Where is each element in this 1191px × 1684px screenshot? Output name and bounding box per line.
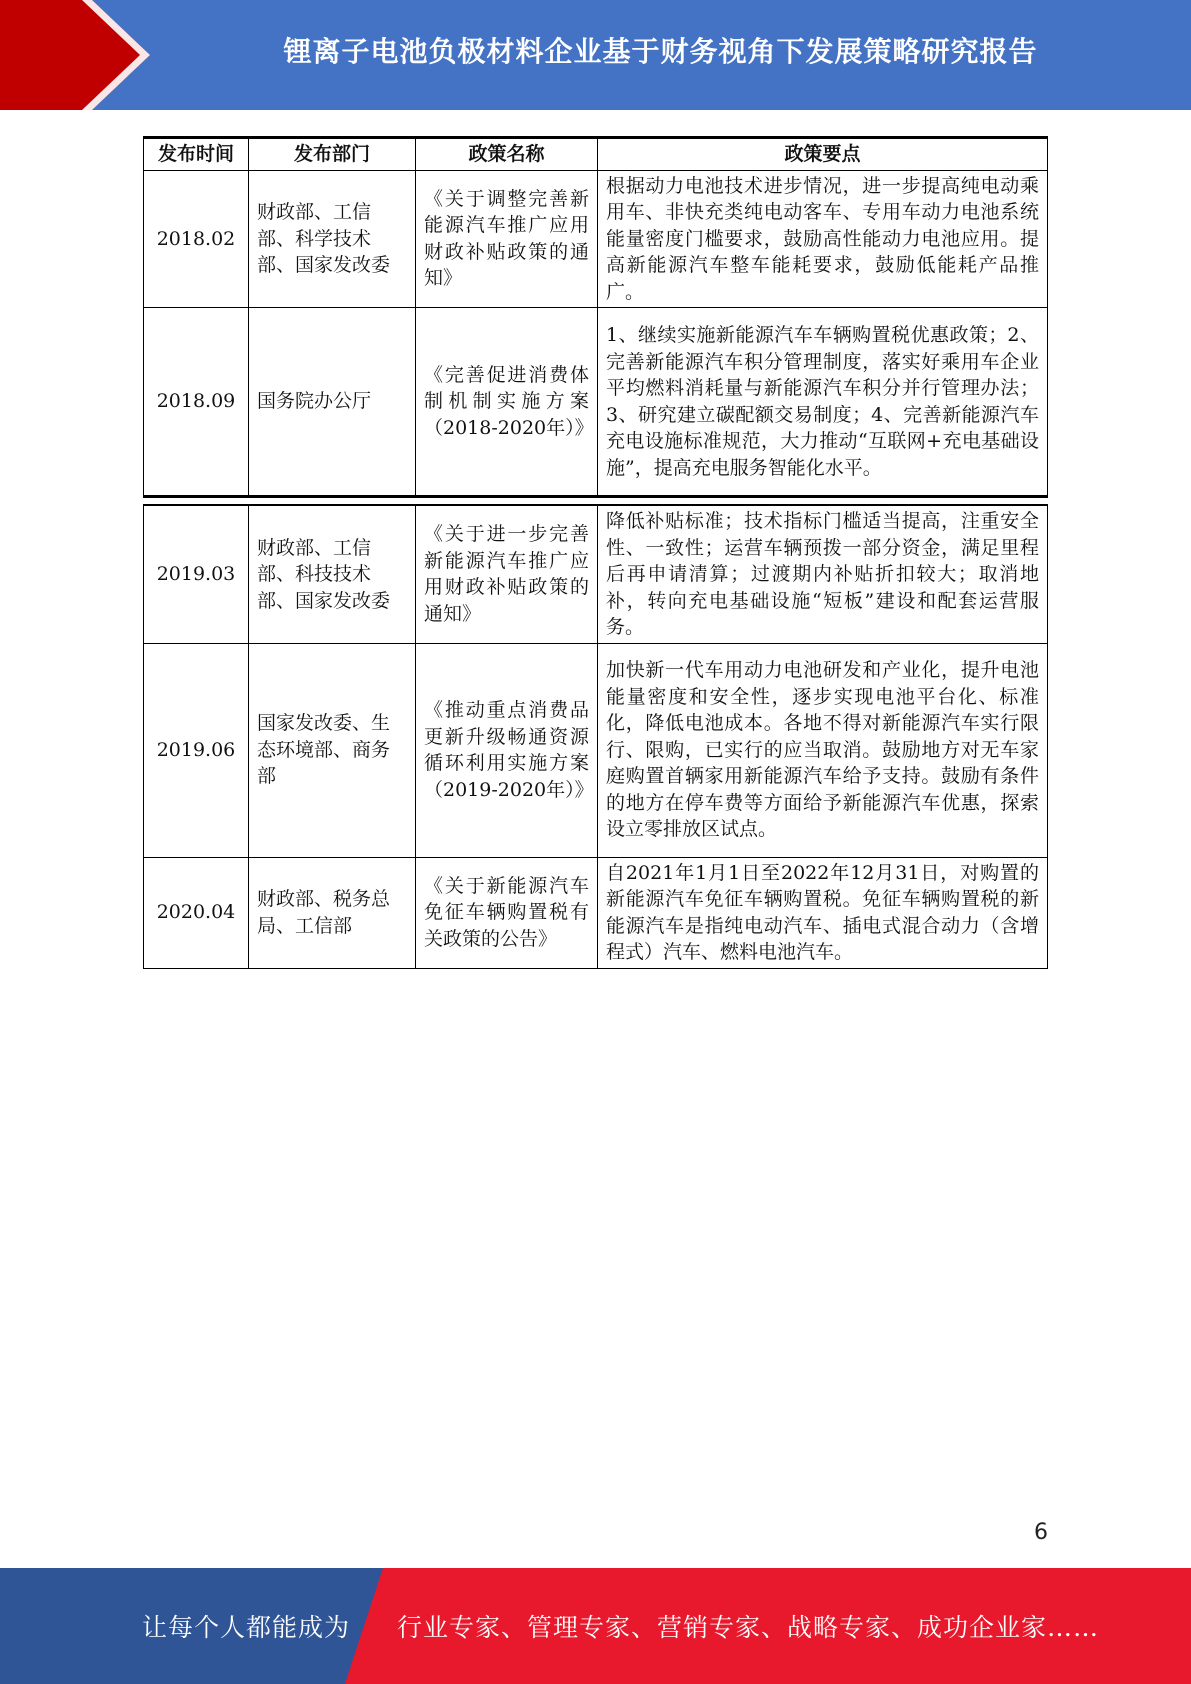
policy-table-top [143,136,1048,498]
table-header-row [144,138,1048,171]
page-title: 锂离子电池负极材料企业基于财务视角下发展策略研究报告 [283,35,1038,68]
cell-date: 2019.03 [144,505,249,643]
cell-policy-points: 降低补贴标准；技术指标门槛适当提高，注重安全性、一致性；运营车辆预拨一部分资金，满足里程后再申请清算；过渡期内补贴折扣较大；取消地补，转向充电基础设施“短板”建设和配套运营服务。 [598,505,1048,643]
table-row [144,170,1048,308]
cell-policy-name: 《关于调整完善新能源汽车推广应用财政补贴政策的通知》 [416,170,598,308]
cell-policy-name: 《关于新能源汽车免征车辆购置税有关政策的公告》 [416,857,598,968]
header-points: 政策要点 [598,138,1048,171]
cell-dept: 国务院办公厅 [249,308,416,497]
table-row [144,643,1048,857]
footer-slogan-right: 行业专家、管理专家、营销专家、战略专家、成功企业家…… [397,1613,1100,1642]
header-dept: 发布部门 [249,138,416,171]
cell-date: 2018.02 [144,170,249,308]
cell-date: 2018.09 [144,308,249,497]
cell-policy-points: 1、继续实施新能源汽车车辆购置税优惠政策；2、完善新能源汽车积分管理制度，落实好乘用车企业平均燃料消耗量与新能源汽车积分并行管理办法；3、研究建立碳配额交易制度；4、完善新能源汽车充电设施标准规范，大力推动“互联网+充电基础设施”，提高充电服务智能化水平。 [598,308,1048,497]
cell-policy-points: 加快新一代车用动力电池研发和产业化，提升电池能量密度和安全性，逐步实现电池平台化、标准化，降低电池成本。各地不得对新能源汽车实行限行、限购，已实行的应当取消。鼓励地方对无车家庭购置首辆家用新能源汽车给予支持。鼓励有条件的地方在停车费等方面给予新能源汽车优惠，探索设立零排放区试点。 [598,643,1048,857]
header-banner [0,0,1191,110]
header-date: 发布时间 [144,138,249,171]
footer-banner [0,1568,1191,1684]
cell-dept: 国家发改委、生态环境部、商务部 [249,643,416,857]
table-row [144,857,1048,968]
cell-policy-name: 《推动重点消费品更新升级畅通资源循环利用实施方案（2019-2020年）》 [416,643,598,857]
cell-policy-name: 《关于进一步完善新能源汽车推广应用财政补贴政策的通知》 [416,505,598,643]
policy-table-bottom [143,504,1048,969]
table-row [144,308,1048,497]
table-row [144,505,1048,643]
cell-dept: 财政部、税务总局、工信部 [249,857,416,968]
cell-date: 2020.04 [144,857,249,968]
cell-policy-name: 《完善促进消费体制机制实施方案（2018-2020年）》 [416,308,598,497]
cell-dept: 财政部、工信部、科技技术部、国家发改委 [249,505,416,643]
footer-slogan-left: 让每个人都能成为 [142,1613,351,1642]
cell-dept: 财政部、工信部、科学技术部、国家发改委 [249,170,416,308]
header-name: 政策名称 [416,138,598,171]
page-number: 6 [1034,1520,1048,1545]
cell-policy-points: 根据动力电池技术进步情况，进一步提高纯电动乘用车、非快充类纯电动客车、专用车动力电池系统能量密度门槛要求，鼓励高性能动力电池应用。提高新能源汽车整车能耗要求，鼓励低能耗产品推广。 [598,170,1048,308]
cell-policy-points: 自2021年1月1日至2022年12月31日，对购置的新能源汽车免征车辆购置税。免征车辆购置税的新能源汽车是指纯电动汽车、插电式混合动力（含增程式）汽车、燃料电池汽车。 [598,857,1048,968]
header-arrow-icon [0,0,150,110]
cell-date: 2019.06 [144,643,249,857]
